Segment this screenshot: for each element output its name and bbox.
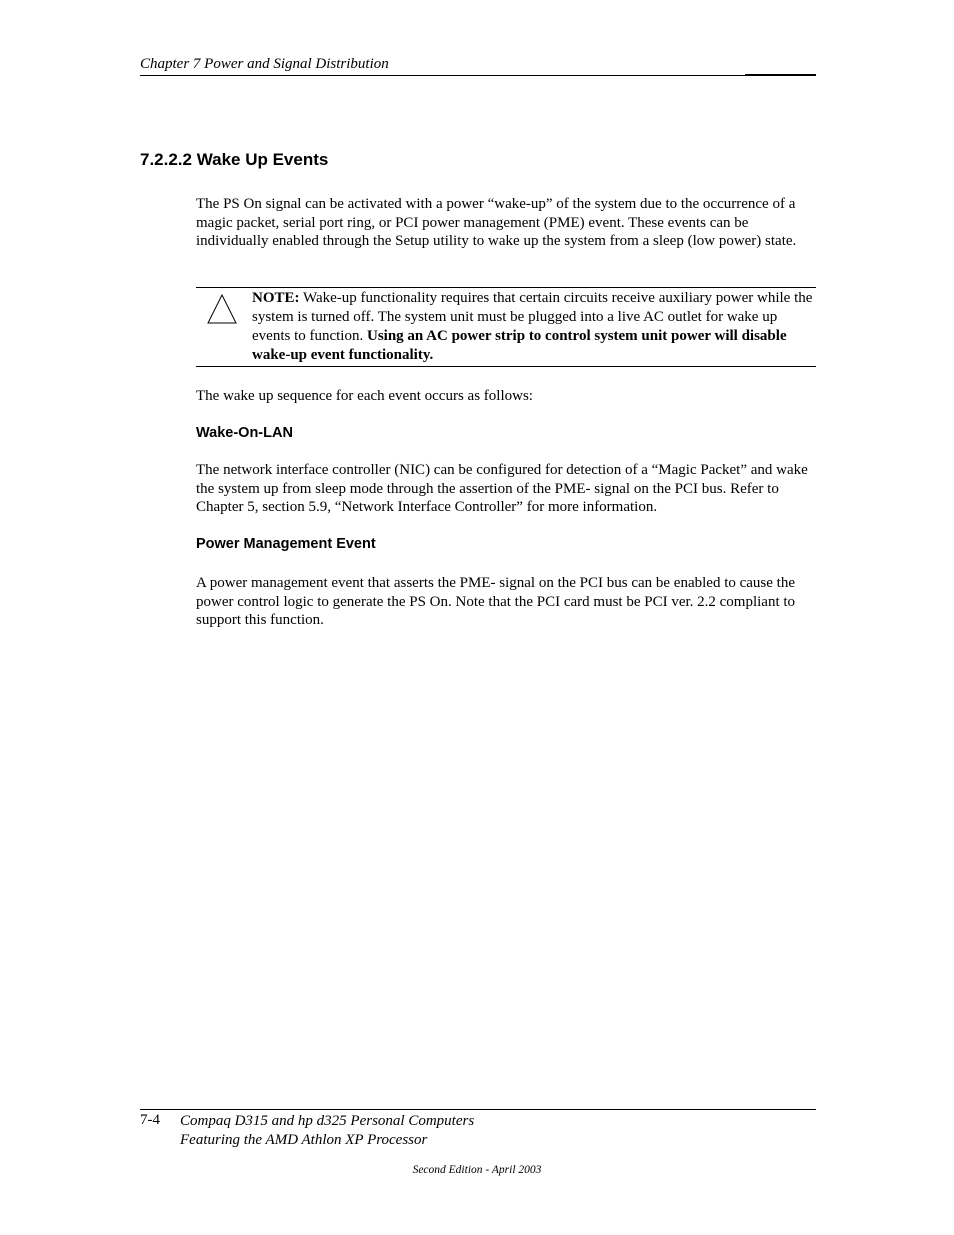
note-rule-bottom bbox=[196, 366, 816, 367]
note-box bbox=[252, 289, 818, 365]
edition-note: Second Edition - April 2003 bbox=[412, 1164, 542, 1176]
footer-title-line2: Featuring the AMD Athlon XP Processor bbox=[180, 1132, 428, 1148]
footer-rule bbox=[140, 1109, 816, 1110]
note-text: Wake-up functionality requires that certain circuits receive auxiliary power while the system is turned off. The system unit must be plugged into a live AC outlet for wake up events to function. bbox=[252, 290, 813, 344]
caution-triangle-icon bbox=[206, 293, 238, 325]
section-title: 7.2.2.2 Wake Up Events bbox=[140, 150, 329, 169]
note-label: NOTE: bbox=[252, 290, 300, 306]
running-header: Chapter 7 Power and Signal Distribution bbox=[140, 56, 389, 72]
footer-title bbox=[180, 1112, 474, 1150]
power-management-paragraph: A power management event that asserts the PME- signal on the PCI bus can be enabled to cause the power control logic to generate the PS On. Note that the PCI card must be PCI ver. 2.2 compliant to support this function. bbox=[196, 575, 796, 629]
subhead-wake-on-lan: Wake-On-LAN bbox=[196, 425, 293, 441]
sequence-paragraph: The wake up sequence for each event occurs as follows: bbox=[196, 388, 533, 404]
note-rule-top bbox=[196, 287, 816, 288]
footer-title-line1: Compaq D315 and hp d325 Personal Computers bbox=[180, 1113, 475, 1129]
subhead-power-management-event: Power Management Event bbox=[196, 536, 376, 552]
wake-on-lan-paragraph: The network interface controller (NIC) can be configured for detection of a “Magic Packet” and wake the system up from sleep mode through the assertion of the PME- signal on the PCI bus. Refer to Chapter 5, section 5.9, “Network Interface Controller” for more information. bbox=[196, 462, 808, 516]
note-emphasis: Using an AC power strip to control system unit power will disable wake-up event functionality. bbox=[252, 328, 787, 363]
intro-paragraph: The PS On signal can be activated with a power “wake-up” of the system due to the occurrence of a magic packet, serial port ring, or PCI power management (PME) event. These events can be individually enabled through the Setup utility to wake up the system from a sleep (low power) state. bbox=[196, 196, 797, 250]
header-rule bbox=[140, 75, 816, 76]
page-number: 7-4 bbox=[140, 1112, 160, 1128]
header-rule-accent bbox=[745, 74, 816, 76]
